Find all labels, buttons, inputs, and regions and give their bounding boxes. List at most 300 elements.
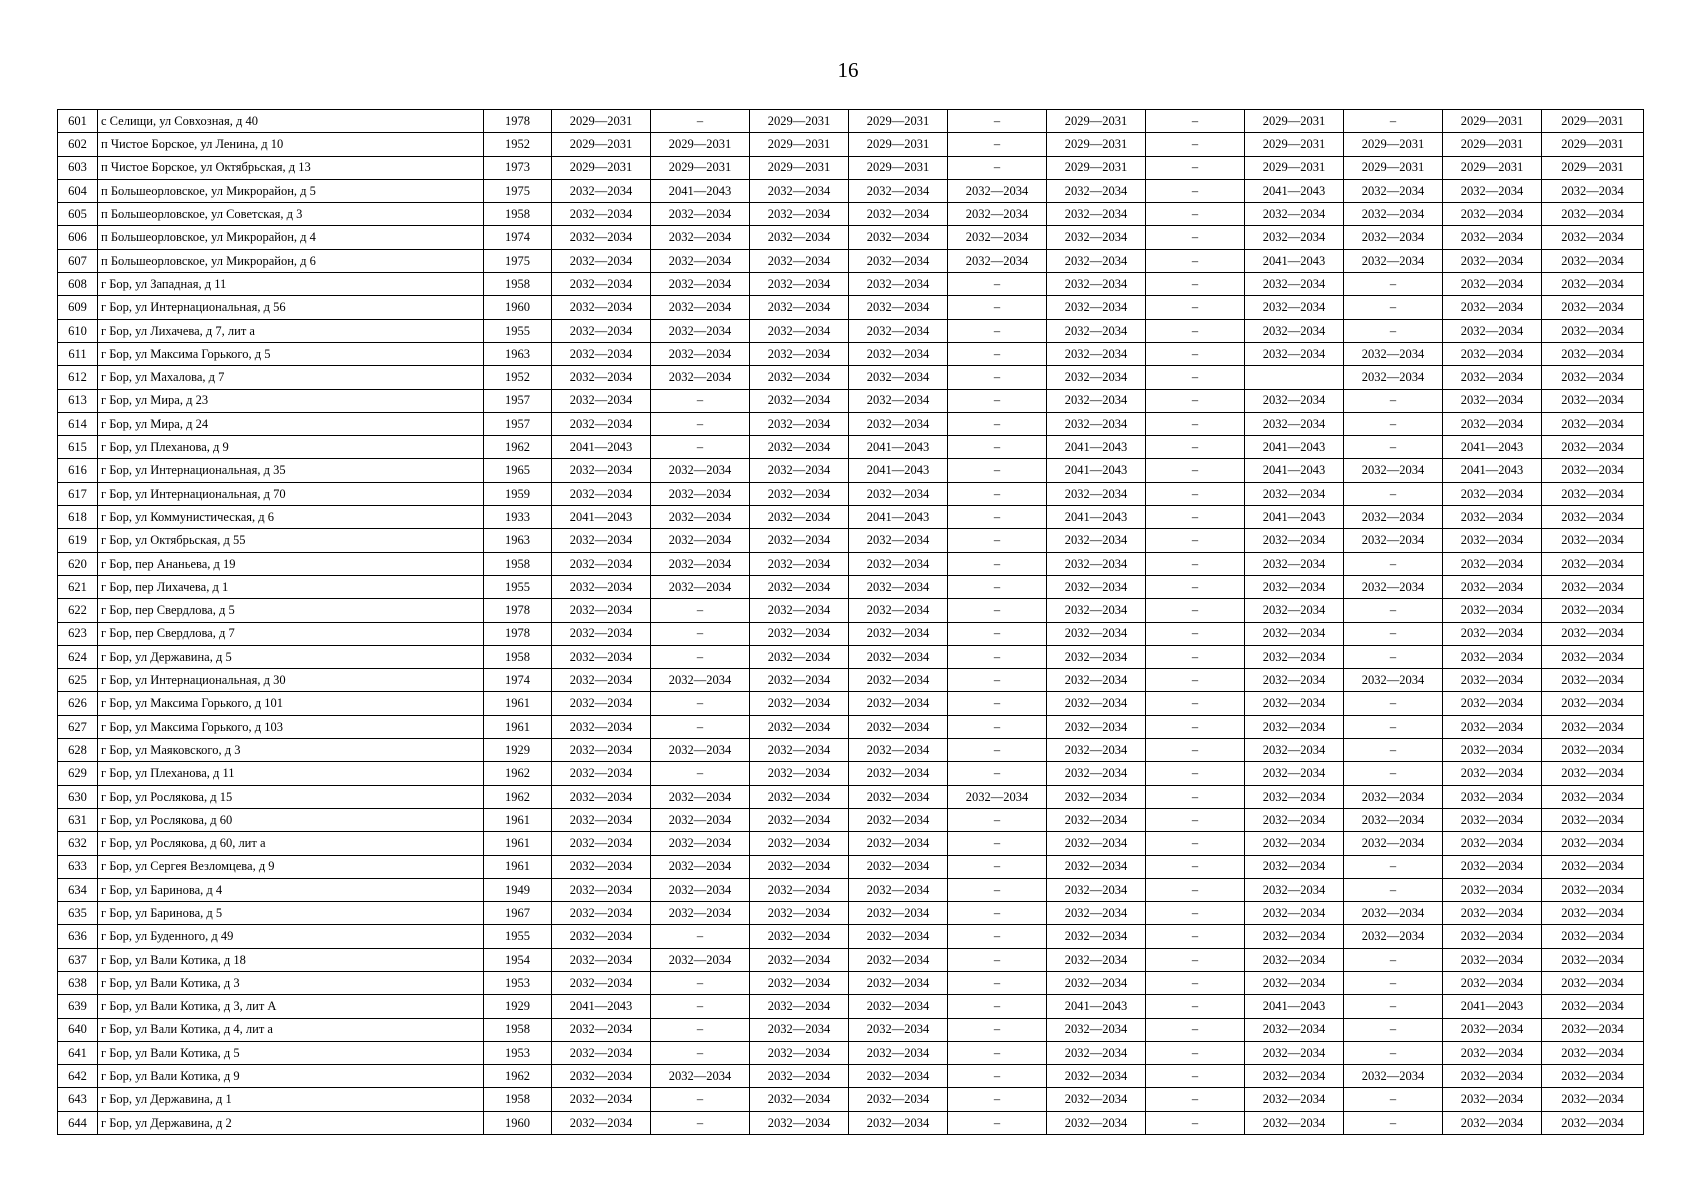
repair-period-cell: –	[1146, 575, 1245, 598]
repair-period-cell: 2032—2034	[651, 482, 750, 505]
address-cell: г Бор, ул Мира, д 23	[98, 389, 484, 412]
repair-period-cell: 2041—2043	[1245, 436, 1344, 459]
repair-period-cell: 2032—2034	[1245, 552, 1344, 575]
address-cell: г Бор, ул Мира, д 24	[98, 412, 484, 435]
repair-period-cell: 2032—2034	[1443, 273, 1542, 296]
repair-period-cell: 2032—2034	[1047, 622, 1146, 645]
repair-period-cell: 2032—2034	[750, 506, 849, 529]
repair-period-cell: 2032—2034	[1542, 832, 1644, 855]
repair-period-cell: 2032—2034	[750, 971, 849, 994]
table-row	[58, 482, 1644, 505]
year-built-cell: 1960	[484, 296, 552, 319]
repair-period-cell: 2032—2034	[750, 319, 849, 342]
repair-period-cell: –	[1146, 249, 1245, 272]
repair-period-cell: 2032—2034	[750, 366, 849, 389]
table-row	[58, 389, 1644, 412]
repair-period-cell: 2032—2034	[1542, 482, 1644, 505]
repair-period-cell: 2032—2034	[552, 366, 651, 389]
repair-period-cell: 2032—2034	[1245, 808, 1344, 831]
repair-period-cell: 2029—2031	[552, 110, 651, 133]
address-cell: г Бор, ул Максима Горького, д 5	[98, 342, 484, 365]
repair-period-cell: 2032—2034	[1245, 296, 1344, 319]
table-row	[58, 412, 1644, 435]
repair-period-cell: 2032—2034	[1047, 482, 1146, 505]
repair-period-cell: –	[948, 319, 1047, 342]
repair-period-cell: 2032—2034	[552, 1065, 651, 1088]
repair-period-cell: 2032—2034	[1047, 273, 1146, 296]
repair-period-cell: 2032—2034	[750, 832, 849, 855]
year-built-cell: 1975	[484, 249, 552, 272]
repair-period-cell: –	[651, 436, 750, 459]
repair-period-cell: 2032—2034	[1542, 179, 1644, 202]
repair-period-cell: 2041—2043	[849, 506, 948, 529]
repair-period-cell: 2032—2034	[651, 459, 750, 482]
year-built-cell: 1962	[484, 436, 552, 459]
address-cell: г Бор, ул Сергея Везломцева, д 9	[98, 855, 484, 878]
repair-period-cell: 2032—2034	[1443, 203, 1542, 226]
repair-period-cell: 2029—2031	[651, 156, 750, 179]
repair-period-cell: 2032—2034	[1245, 622, 1344, 645]
repair-period-cell: –	[1146, 855, 1245, 878]
repair-period-cell: 2032—2034	[1542, 1018, 1644, 1041]
repair-period-cell: –	[1146, 925, 1245, 948]
row-number-cell: 639	[58, 995, 98, 1018]
year-built-cell: 1961	[484, 715, 552, 738]
repair-period-cell: 2032—2034	[1344, 808, 1443, 831]
repair-period-cell: –	[948, 948, 1047, 971]
table-row	[58, 832, 1644, 855]
repair-period-cell: 2032—2034	[1245, 1041, 1344, 1064]
address-cell: г Бор, ул Вали Котика, д 3	[98, 971, 484, 994]
repair-period-cell: 2041—2043	[1047, 436, 1146, 459]
repair-period-cell: 2032—2034	[1443, 249, 1542, 272]
table-row	[58, 575, 1644, 598]
table-row	[58, 622, 1644, 645]
repair-period-cell: 2029—2031	[552, 133, 651, 156]
repair-period-cell	[1245, 366, 1344, 389]
repair-period-cell: –	[1146, 203, 1245, 226]
repair-period-cell: 2032—2034	[1047, 226, 1146, 249]
repair-period-cell: –	[651, 1041, 750, 1064]
repair-period-cell: 2032—2034	[552, 902, 651, 925]
repair-period-cell: –	[948, 110, 1047, 133]
repair-period-cell: 2032—2034	[1245, 1065, 1344, 1088]
repair-period-cell: 2032—2034	[849, 319, 948, 342]
repair-period-cell: 2032—2034	[552, 948, 651, 971]
year-built-cell: 1955	[484, 319, 552, 342]
repair-period-cell: 2032—2034	[849, 366, 948, 389]
repair-period-cell: 2032—2034	[1344, 366, 1443, 389]
repair-period-cell: –	[948, 1018, 1047, 1041]
repair-period-cell: –	[1146, 133, 1245, 156]
repair-period-cell: 2041—2043	[1443, 459, 1542, 482]
address-cell: п Чистое Борское, ул Ленина, д 10	[98, 133, 484, 156]
repair-period-cell: –	[1146, 808, 1245, 831]
repair-period-cell: 2032—2034	[1542, 459, 1644, 482]
repair-period-cell: –	[1146, 342, 1245, 365]
repair-period-cell: 2032—2034	[1047, 1088, 1146, 1111]
table-row	[58, 203, 1644, 226]
row-number-cell: 612	[58, 366, 98, 389]
repair-period-cell: 2032—2034	[750, 389, 849, 412]
table-row	[58, 739, 1644, 762]
repair-period-cell: 2041—2043	[1047, 506, 1146, 529]
row-number-cell: 630	[58, 785, 98, 808]
repair-period-cell: 2032—2034	[552, 203, 651, 226]
repair-period-cell: 2032—2034	[1542, 226, 1644, 249]
repair-period-cell: 2032—2034	[750, 995, 849, 1018]
repair-period-cell: 2032—2034	[1344, 506, 1443, 529]
repair-period-cell: 2032—2034	[750, 1111, 849, 1134]
table-row	[58, 133, 1644, 156]
repair-period-cell: 2032—2034	[1344, 203, 1443, 226]
repair-period-cell: 2032—2034	[1344, 179, 1443, 202]
year-built-cell: 1955	[484, 575, 552, 598]
repair-period-cell: 2032—2034	[849, 971, 948, 994]
repair-period-cell: –	[1344, 622, 1443, 645]
table-row	[58, 1018, 1644, 1041]
year-built-cell: 1967	[484, 902, 552, 925]
repair-period-cell: 2041—2043	[1443, 995, 1542, 1018]
repair-period-cell: –	[1146, 785, 1245, 808]
repair-period-cell: 2032—2034	[552, 179, 651, 202]
repair-period-cell: 2032—2034	[849, 715, 948, 738]
repair-period-cell: 2032—2034	[849, 645, 948, 668]
repair-period-cell: –	[651, 692, 750, 715]
repair-period-cell: 2032—2034	[849, 273, 948, 296]
table-row	[58, 366, 1644, 389]
repair-period-cell: 2032—2034	[1443, 971, 1542, 994]
repair-period-cell: –	[948, 599, 1047, 622]
address-cell: п Большеорловское, ул Микрорайон, д 5	[98, 179, 484, 202]
repair-period-cell: 2032—2034	[750, 902, 849, 925]
repair-period-cell: –	[1344, 739, 1443, 762]
repair-period-cell: 2032—2034	[1542, 599, 1644, 622]
repair-period-cell: 2032—2034	[552, 692, 651, 715]
year-built-cell: 1961	[484, 808, 552, 831]
repair-period-cell: 2032—2034	[1443, 1088, 1542, 1111]
repair-period-cell: 2032—2034	[651, 226, 750, 249]
repair-period-cell: –	[1344, 552, 1443, 575]
repair-period-cell: 2029—2031	[1344, 156, 1443, 179]
repair-period-cell: 2032—2034	[1542, 808, 1644, 831]
repair-period-cell: 2032—2034	[849, 855, 948, 878]
page-number: 16	[837, 58, 859, 82]
repair-period-cell: 2032—2034	[552, 832, 651, 855]
repair-period-cell: 2041—2043	[1245, 506, 1344, 529]
repair-period-cell: 2032—2034	[1542, 273, 1644, 296]
repair-period-cell: 2032—2034	[1245, 832, 1344, 855]
address-cell: с Селищи, ул Совхозная, д 40	[98, 110, 484, 133]
repair-period-cell: 2032—2034	[1047, 785, 1146, 808]
address-cell: г Бор, ул Рослякова, д 15	[98, 785, 484, 808]
repair-period-cell: –	[1344, 482, 1443, 505]
repair-period-cell: 2032—2034	[750, 925, 849, 948]
repair-period-cell: 2032—2034	[1443, 669, 1542, 692]
repair-period-cell: 2032—2034	[849, 1018, 948, 1041]
address-cell: г Бор, ул Плеханова, д 11	[98, 762, 484, 785]
row-number-cell: 609	[58, 296, 98, 319]
repair-period-cell: 2032—2034	[552, 622, 651, 645]
row-number-cell: 643	[58, 1088, 98, 1111]
year-built-cell: 1961	[484, 692, 552, 715]
repair-period-cell: –	[1344, 762, 1443, 785]
row-number-cell: 631	[58, 808, 98, 831]
repair-period-cell: –	[1146, 459, 1245, 482]
repair-period-cell: 2032—2034	[1245, 1111, 1344, 1134]
repair-period-cell: 2032—2034	[651, 785, 750, 808]
table-row	[58, 971, 1644, 994]
repair-period-cell: 2032—2034	[849, 179, 948, 202]
repair-period-cell: –	[1146, 412, 1245, 435]
repair-period-cell: 2032—2034	[651, 575, 750, 598]
repair-period-cell: 2032—2034	[651, 203, 750, 226]
repair-period-cell: 2041—2043	[1047, 995, 1146, 1018]
table-row	[58, 715, 1644, 738]
address-cell: г Бор, пер Свердлова, д 7	[98, 622, 484, 645]
repair-period-cell: 2032—2034	[651, 808, 750, 831]
repair-period-cell: 2041—2043	[651, 179, 750, 202]
repair-period-cell: 2032—2034	[552, 599, 651, 622]
repair-period-cell: –	[948, 762, 1047, 785]
repair-period-cell: 2032—2034	[750, 762, 849, 785]
housing-repair-schedule-table	[57, 109, 1644, 1135]
repair-period-cell: 2032—2034	[1542, 412, 1644, 435]
repair-period-cell: –	[948, 133, 1047, 156]
repair-period-cell: 2029—2031	[1443, 156, 1542, 179]
repair-period-cell: 2032—2034	[948, 785, 1047, 808]
repair-period-cell: 2032—2034	[1047, 808, 1146, 831]
repair-period-cell: 2032—2034	[651, 948, 750, 971]
repair-period-cell: 2032—2034	[750, 342, 849, 365]
table-row	[58, 599, 1644, 622]
address-cell: г Бор, ул Октябрьская, д 55	[98, 529, 484, 552]
repair-period-cell: 2032—2034	[1443, 366, 1542, 389]
repair-period-cell: –	[948, 296, 1047, 319]
repair-period-cell: 2029—2031	[849, 110, 948, 133]
repair-period-cell: 2032—2034	[1245, 645, 1344, 668]
repair-period-cell: –	[1146, 319, 1245, 342]
repair-period-cell: 2032—2034	[1245, 971, 1344, 994]
repair-period-cell: –	[948, 902, 1047, 925]
repair-period-cell: 2029—2031	[1344, 133, 1443, 156]
repair-period-cell: 2029—2031	[750, 156, 849, 179]
repair-period-cell: –	[651, 971, 750, 994]
repair-period-cell: 2032—2034	[750, 552, 849, 575]
repair-period-cell: 2029—2031	[1443, 110, 1542, 133]
repair-period-cell: 2032—2034	[1443, 412, 1542, 435]
repair-period-cell: 2032—2034	[1443, 529, 1542, 552]
repair-period-cell: 2032—2034	[750, 1088, 849, 1111]
table-row	[58, 436, 1644, 459]
repair-period-cell: –	[1344, 296, 1443, 319]
repair-period-cell: 2032—2034	[651, 855, 750, 878]
repair-period-cell: 2032—2034	[1542, 529, 1644, 552]
repair-period-cell: 2032—2034	[1245, 1018, 1344, 1041]
repair-period-cell: 2032—2034	[1245, 948, 1344, 971]
repair-period-cell: 2032—2034	[1542, 739, 1644, 762]
repair-period-cell: 2032—2034	[1245, 482, 1344, 505]
repair-period-cell: 2032—2034	[651, 669, 750, 692]
repair-period-cell: –	[1344, 645, 1443, 668]
repair-period-cell: 2032—2034	[1542, 995, 1644, 1018]
table-row	[58, 249, 1644, 272]
repair-period-cell: 2032—2034	[651, 249, 750, 272]
year-built-cell: 1974	[484, 226, 552, 249]
year-built-cell: 1955	[484, 925, 552, 948]
repair-period-cell: 2041—2043	[552, 506, 651, 529]
repair-period-cell: 2032—2034	[552, 296, 651, 319]
repair-period-cell: 2032—2034	[750, 715, 849, 738]
repair-period-cell: 2032—2034	[1245, 902, 1344, 925]
year-built-cell: 1959	[484, 482, 552, 505]
repair-period-cell: 2032—2034	[1443, 552, 1542, 575]
repair-period-cell: 2032—2034	[1443, 832, 1542, 855]
repair-period-cell: 2032—2034	[1443, 1041, 1542, 1064]
repair-period-cell: 2032—2034	[1542, 296, 1644, 319]
repair-period-cell: 2032—2034	[1443, 785, 1542, 808]
year-built-cell: 1962	[484, 785, 552, 808]
repair-period-cell: 2032—2034	[1443, 902, 1542, 925]
repair-period-cell: –	[651, 762, 750, 785]
repair-period-cell: 2032—2034	[1245, 669, 1344, 692]
repair-period-cell: 2032—2034	[1542, 342, 1644, 365]
year-built-cell: 1958	[484, 552, 552, 575]
repair-period-cell: –	[948, 342, 1047, 365]
table-row	[58, 1088, 1644, 1111]
repair-period-cell: 2032—2034	[552, 808, 651, 831]
address-cell: г Бор, ул Вали Котика, д 9	[98, 1065, 484, 1088]
repair-period-cell: –	[948, 645, 1047, 668]
repair-period-cell: 2032—2034	[849, 482, 948, 505]
repair-period-cell: 2032—2034	[1443, 878, 1542, 901]
repair-period-cell: 2032—2034	[948, 203, 1047, 226]
repair-period-cell: 2032—2034	[552, 855, 651, 878]
repair-period-cell: 2032—2034	[750, 273, 849, 296]
repair-period-cell: 2029—2031	[1443, 133, 1542, 156]
year-built-cell: 1962	[484, 762, 552, 785]
row-number-cell: 611	[58, 342, 98, 365]
address-cell: г Бор, ул Коммунистическая, д 6	[98, 506, 484, 529]
address-cell: г Бор, ул Державина, д 2	[98, 1111, 484, 1134]
repair-period-cell: 2032—2034	[1443, 715, 1542, 738]
row-number-cell: 607	[58, 249, 98, 272]
repair-period-cell: 2032—2034	[1047, 715, 1146, 738]
repair-period-cell: 2032—2034	[651, 832, 750, 855]
row-number-cell: 615	[58, 436, 98, 459]
address-cell: г Бор, ул Максима Горького, д 101	[98, 692, 484, 715]
repair-period-cell: –	[1146, 482, 1245, 505]
repair-period-cell: 2032—2034	[849, 692, 948, 715]
repair-period-cell: 2032—2034	[1443, 692, 1542, 715]
repair-period-cell: 2032—2034	[849, 1065, 948, 1088]
repair-period-cell: –	[651, 110, 750, 133]
repair-period-cell: 2029—2031	[1047, 133, 1146, 156]
address-cell: г Бор, ул Рослякова, д 60	[98, 808, 484, 831]
address-cell: г Бор, пер Лихачева, д 1	[98, 575, 484, 598]
repair-period-cell: –	[948, 273, 1047, 296]
repair-period-cell: 2032—2034	[750, 296, 849, 319]
repair-period-cell: 2032—2034	[1542, 878, 1644, 901]
repair-period-cell: 2032—2034	[1047, 1065, 1146, 1088]
repair-period-cell: 2032—2034	[651, 739, 750, 762]
repair-period-cell: 2029—2031	[750, 133, 849, 156]
repair-period-cell: 2032—2034	[1245, 715, 1344, 738]
repair-period-cell: 2032—2034	[750, 1065, 849, 1088]
repair-period-cell: 2032—2034	[552, 342, 651, 365]
repair-period-cell: –	[1146, 645, 1245, 668]
repair-period-cell: 2032—2034	[750, 482, 849, 505]
address-cell: г Бор, ул Махалова, д 7	[98, 366, 484, 389]
repair-period-cell: 2032—2034	[750, 575, 849, 598]
repair-period-cell: 2032—2034	[948, 249, 1047, 272]
repair-period-cell: 2029—2031	[1047, 110, 1146, 133]
row-number-cell: 622	[58, 599, 98, 622]
repair-period-cell: 2032—2034	[1443, 808, 1542, 831]
address-cell: г Бор, пер Свердлова, д 5	[98, 599, 484, 622]
repair-period-cell: 2029—2031	[651, 133, 750, 156]
year-built-cell: 1965	[484, 459, 552, 482]
row-number-cell: 640	[58, 1018, 98, 1041]
repair-period-cell: –	[1146, 110, 1245, 133]
repair-period-cell: 2032—2034	[750, 808, 849, 831]
row-number-cell: 637	[58, 948, 98, 971]
year-built-cell: 1960	[484, 1111, 552, 1134]
repair-period-cell: 2032—2034	[750, 529, 849, 552]
table-row	[58, 1065, 1644, 1088]
year-built-cell: 1978	[484, 110, 552, 133]
repair-period-cell: 2032—2034	[849, 902, 948, 925]
repair-period-cell: 2032—2034	[552, 412, 651, 435]
repair-period-cell: 2032—2034	[1542, 971, 1644, 994]
repair-period-cell: –	[1146, 599, 1245, 622]
repair-period-cell: –	[1344, 1041, 1443, 1064]
year-built-cell: 1978	[484, 599, 552, 622]
address-cell: г Бор, ул Интернациональная, д 30	[98, 669, 484, 692]
table-row	[58, 995, 1644, 1018]
repair-period-cell: 2032—2034	[1047, 1018, 1146, 1041]
repair-period-cell: –	[651, 1111, 750, 1134]
address-cell: п Большеорловское, ул Микрорайон, д 6	[98, 249, 484, 272]
row-number-cell: 614	[58, 412, 98, 435]
repair-period-cell: 2032—2034	[849, 785, 948, 808]
year-built-cell: 1958	[484, 203, 552, 226]
repair-period-cell: –	[1344, 948, 1443, 971]
repair-period-cell: –	[1344, 1018, 1443, 1041]
row-number-cell: 603	[58, 156, 98, 179]
repair-period-cell: –	[1146, 971, 1245, 994]
repair-period-cell: 2041—2043	[552, 995, 651, 1018]
year-built-cell: 1952	[484, 133, 552, 156]
repair-period-cell: –	[948, 692, 1047, 715]
repair-period-cell: 2032—2034	[1047, 692, 1146, 715]
repair-period-cell: 2032—2034	[1047, 319, 1146, 342]
repair-period-cell: –	[948, 715, 1047, 738]
repair-period-cell: 2032—2034	[552, 319, 651, 342]
table-row	[58, 226, 1644, 249]
repair-period-cell: –	[1146, 529, 1245, 552]
repair-period-cell: 2032—2034	[849, 739, 948, 762]
row-number-cell: 642	[58, 1065, 98, 1088]
repair-period-cell: 2029—2031	[1245, 156, 1344, 179]
row-number-cell: 606	[58, 226, 98, 249]
repair-period-cell: 2032—2034	[1245, 342, 1344, 365]
repair-period-cell: 2032—2034	[849, 808, 948, 831]
repair-period-cell: 2032—2034	[849, 575, 948, 598]
address-cell: п Большеорловское, ул Советская, д 3	[98, 203, 484, 226]
repair-period-cell: 2032—2034	[1443, 506, 1542, 529]
row-number-cell: 610	[58, 319, 98, 342]
